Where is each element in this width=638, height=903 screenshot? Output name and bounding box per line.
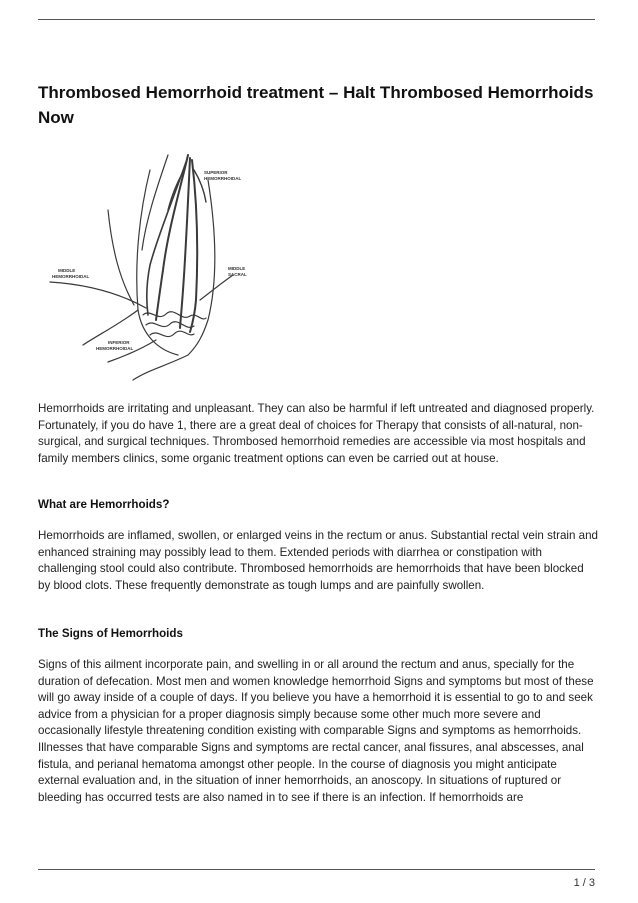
label-inferior-2: HEMORRHOIDAL [96, 346, 134, 351]
section-paragraph: Signs of this ailment incorporate pain, and swelling in or all around the rectum and anus, specially for the duration of defecation. Most men and women knowledge hemorrhoid Signs and symptoms but most of these will go away inside of a couple of days. If you believe you have a hemorrhoid it is essential to go to and seek advice from a physician for a proper diagnosis simply because some other much more severe and occasionally lifestyle threatening condition existing with comparable Signs and symptoms as hemorrhoids. Illnesses that have comparable Signs and symptoms are rectal cancer, anal fissures, anal abscesses, anal fistula, and perianal hematoma amongst other people. In the course of diagnosis you might anticipate external evaluation and, in the situation of inner hemorrhoids, an anoscopy. In situations of ruptured or bleeding has occurred tests are also named in to see if there is an infection. If hemorrhoids are [38, 658, 594, 804]
label-superior-2: HEMORRHOIDAL [204, 176, 242, 181]
section-signs [38, 626, 598, 642]
section-heading: The Signs of Hemorrhoids [38, 627, 183, 640]
intro-section [38, 401, 598, 467]
page-number: 1 / 3 [573, 877, 595, 889]
label-inferior: INFERIOR [108, 340, 130, 345]
label-middle-left-2: HEMORRHOIDAL [52, 274, 90, 279]
label-middle-right-2: SACRAL [228, 272, 247, 277]
footer-rule [38, 869, 595, 870]
document-header [38, 80, 596, 130]
section-paragraph: Hemorrhoids are inflamed, swollen, or enlarged veins in the rectum or anus. Substantial rectal vein strain and enhanced straining may possibly lead to them. Extended periods with diarrhea or constipation with challenging stool could also contribute. Thrombosed hemorrhoids are hemorrhoids that have been blocked by blood clots. These frequently demonstrate as tough lumps and are painfully swollen. [38, 529, 599, 592]
section-what-are-hemorrhoids [38, 497, 598, 513]
section2-body [38, 657, 598, 806]
label-middle-right: MIDDLE [228, 266, 246, 271]
label-superior: SUPERIOR [204, 170, 228, 175]
section1-body [38, 528, 598, 594]
anatomy-illustration [38, 150, 248, 385]
document-title: Thrombosed Hemorrhoid treatment – Halt Thrombosed Hemorrhoids Now [38, 83, 594, 127]
section-heading: What are Hemorrhoids? [38, 498, 170, 511]
header-rule [38, 19, 595, 20]
label-middle-left: MIDDLE [58, 268, 76, 273]
intro-paragraph: Hemorrhoids are irritating and unpleasant. They can also be harmful if left untreated and diagnosed properly. Fortunately, if you do have 1, there are a great deal of choices for Therapy that consists of all-natural, non-surgical, and surgical techniques. Thrombosed hemorrhoid remedies are accessible via most hospitals and family members clinics, some organic treatment options can even be carried out at house. [38, 402, 595, 465]
